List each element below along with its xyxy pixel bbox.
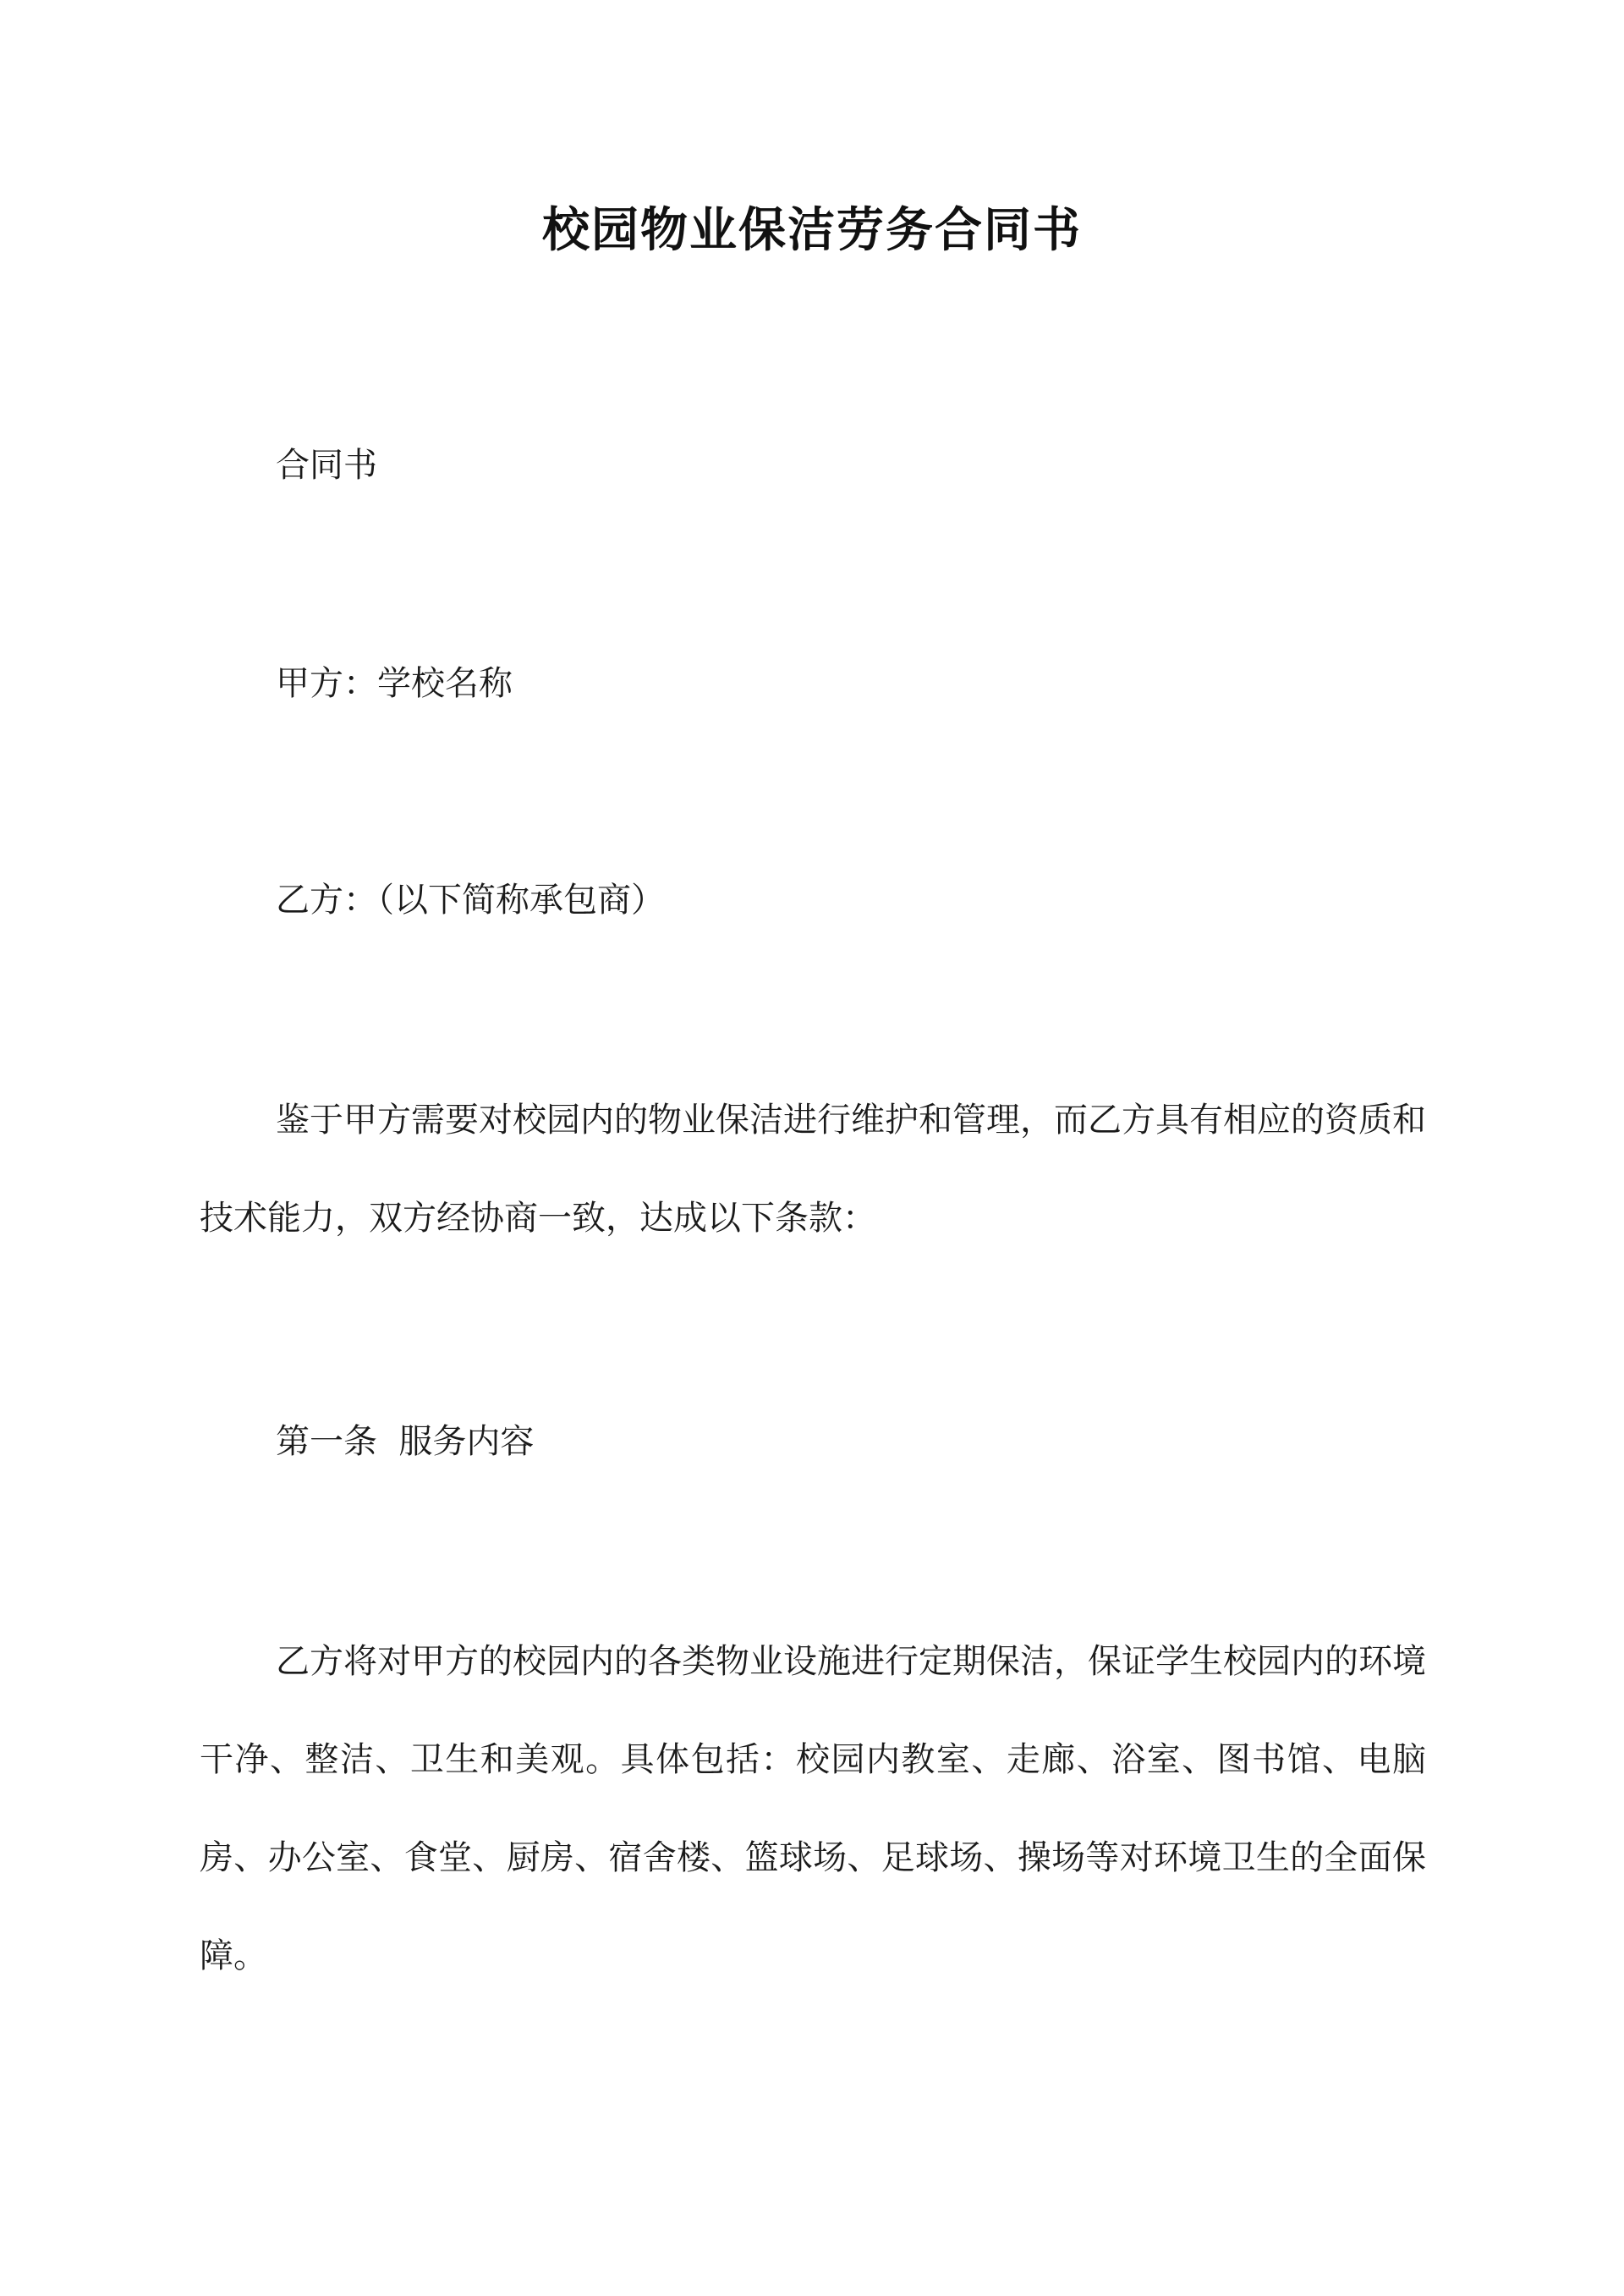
party-b-line: 乙方：（以下简称承包商） bbox=[276, 881, 665, 920]
contract-label: 合同书 bbox=[276, 446, 377, 485]
document-title: 校园物业保洁劳务合同书 bbox=[542, 202, 1082, 258]
intro-paragraph: 鉴于甲方需要对校园内的物业保洁进行维护和管理，而乙方具有相应的资质和技术能力，双方经协商一致，达成以下条款： bbox=[200, 1101, 1426, 1238]
party-a-line: 甲方：学校名称 bbox=[276, 664, 513, 703]
article-1-heading: 第一条 服务内容 bbox=[276, 1422, 535, 1461]
article-1-body: 乙方将对甲方的校园内的各类物业设施进行定期保洁，保证学生校园内的环境干净、整洁、卫生和美观。具体包括：校园内教室、走廊、浴室、图书馆、电脑房、办公室、食堂、厨房、宿舍楼、篮球场、足球场、操场等对环境卫生的全面保障。 bbox=[200, 1642, 1426, 1975]
